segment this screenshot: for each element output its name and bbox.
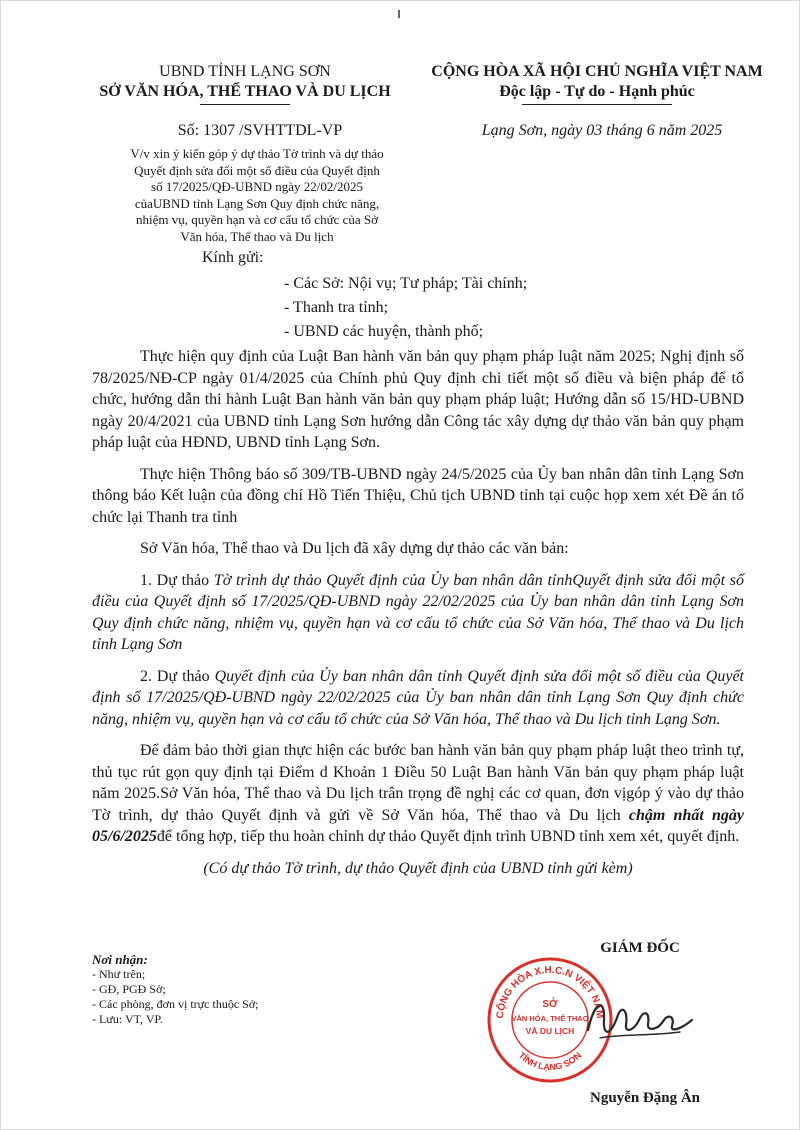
distribution-item: - Lưu: VT, VP. [92,1012,163,1026]
recipient-list [284,272,527,344]
recipient-item: - UBND các huyện, thành phố; [284,323,484,340]
subject-line: V/v xin ý kiến góp ý dự thảo Tờ trình và dự thảo [130,146,384,161]
draft-item-title: Quyết định của Ủy ban nhân dân tỉnh Quyết định sửa đổi một số điều của Quyết định số 17/2025/QĐ-UBND ngày 22/02/2025 của Ủy ban nhân dân tỉnh Lạng Sơn Quy định chức năng, nhiệm vụ, quyền hạn và cơ cấu tổ chức của Sở Văn hóa, Thể thao và Du lịch tỉnh Lạng Sơn. [92,667,745,728]
draft-item-prefix: 1. Dự thảo [140,571,214,589]
agency-parent: UBND TỈNH LẠNG SƠN [159,63,331,80]
draft-item-1 [92,570,744,656]
attachment-note: (Có dự thảo Tờ trình, dự thảo Quyết định của UBND tỉnh gửi kèm) [203,859,633,877]
request-text: Để đảm bảo thời gian thực hiện các bước ban hành văn bản quy phạm pháp luật theo trình tự, thủ tục rút gọn quy định tại Điểm d Khoản 1 Điều 50 Luật Ban hành Văn bản quy phạm pháp luật năm 2025.Sở Văn hóa, Thể thao và Du lịch trân trọng đề nghị các cơ quan, đơn vịgóp ý vào dự thảo Tờ trình, dự thảo Quyết định và gửi về Sở Văn hóa, Thể thao và Du lịch [92,742,744,824]
distribution-item: - Như trên; [92,967,146,981]
draft-item-title: Tờ trình dự thảo Quyết định của Ủy ban nhân dân tỉnhQuyết định sửa đổi một số điều của Quyết định số 17/2025/QĐ-UBND ngày 22/02/2025 của Ủy ban nhân dân tỉnh Lạng Sơn Quy định chức năng, nhiệm vụ, quyền hạn và cơ cấu tổ chức của Sở Văn hóa, Thể thao và Du lịch tỉnh Lạng Sơn [92,571,745,653]
subject-line: số 17/2025/QĐ-UBND ngày 22/02/2025 [151,179,363,194]
nation-name: CỘNG HÒA XÃ HỘI CHỦ NGHĨA VIỆT NAM [431,63,763,80]
distribution-item: - GĐ, PGĐ Sở; [92,982,166,996]
body-paragraph: Thực hiện quy định của Luật Ban hành văn bản quy phạm pháp luật năm 2025; Nghị định số 78/2025/NĐ-CP ngày 01/4/2025 của Chính phủ Quy định chi tiết một số điều và biện pháp để tổ chức, hướng dẫn thi hành Luật Ban hành văn bản quy phạm pháp luật; Hướng dẫn số 15/HD-UBND ngày 20/4/2021 của UBND tỉnh Lạng Sơn hướng dẫn Công tác xây dựng dự thảo văn bản quy phạm pháp luật của HĐND, UBND tỉnh Lạng Sơn. [92,348,744,451]
place-date: Lạng Sơn, ngày 03 tháng 6 năm 2025 [481,122,723,139]
handwritten-signature [580,990,700,1050]
agency-underline [200,104,290,105]
seal-center-line: VĂN HÓA, THỂ THAO [511,1014,589,1023]
seal-ring-text: CỘNG HÒA X.H.C.N VIỆT NAM [494,964,606,1020]
issuing-agency [80,62,410,102]
body-paragraph: Sở Văn hóa, Thể thao và Du lịch đã xây dựng dự thảo các văn bản: [140,540,569,557]
document-subject [92,146,422,245]
deadline: chậm nhất ngày 05/6/2025 [92,806,744,845]
subject-line: củaUBND tỉnh Lạng Sơn Quy định chức năng, [134,195,380,211]
draft-item-2 [92,666,744,731]
signature-stroke [588,1005,692,1032]
salutation: Kính gửi: [202,249,264,266]
national-title [412,62,782,102]
subject-line: Văn hóa, Thể thao và Du lịch [180,228,334,244]
document-number: Số: 1307 /SVHTTDL-VP [177,122,343,139]
distribution-item: - Các phòng, đơn vị trực thuộc Sở; [92,997,259,1011]
body-paragraph: Thực hiện Thông báo số 309/TB-UBND ngày 24/5/2025 của Ủy ban nhân dân tỉnh Lạng Sơn thông báo Kết luận của đồng chí Hồ Tiến Thiệu, Chủ tịch UBND tỉnh tại cuộc họp xem xét Đề án tổ chức lại Thanh tra tỉnh [92,465,744,526]
signature-underline [600,1032,680,1038]
subject-line: Quyết định sửa đổi một số điều của Quyết định [134,162,380,178]
motto-underline [522,104,672,105]
recipient-item: - Thanh tra tỉnh; [284,299,389,316]
request-text-end: để tổng hợp, tiếp thu hoàn chỉnh dự thảo Quyết định trình UBND tỉnh xem xét, quyết định. [156,828,740,845]
seal-bottom-text: TỈNH LẠNG SƠN [516,1050,584,1073]
signer-name: Nguyễn Đặng Ân [589,1090,701,1106]
seal-center-line: VÀ DU LỊCH [525,1026,575,1036]
recipient-item: - Các Sở: Nội vụ; Tư pháp; Tài chính; [284,275,528,292]
distribution-title: Nơi nhận: [92,952,148,967]
signer-title: GIÁM ĐỐC [600,940,680,956]
national-motto: Độc lập - Tự do - Hạnh phúc [499,83,695,100]
subject-line: nhiệm vụ, quyền hạn và cơ cấu tổ chức của Sở [135,212,379,227]
scan-mark [398,10,400,18]
agency-name: SỞ VĂN HÓA, THỂ THAO VÀ DU LỊCH [99,83,391,100]
request-paragraph [92,740,744,848]
seal-center-line: SỞ [542,999,558,1010]
document-body [92,346,744,889]
draft-item-prefix: 2. Dự thảo [140,667,215,685]
distribution-list [92,952,259,1027]
